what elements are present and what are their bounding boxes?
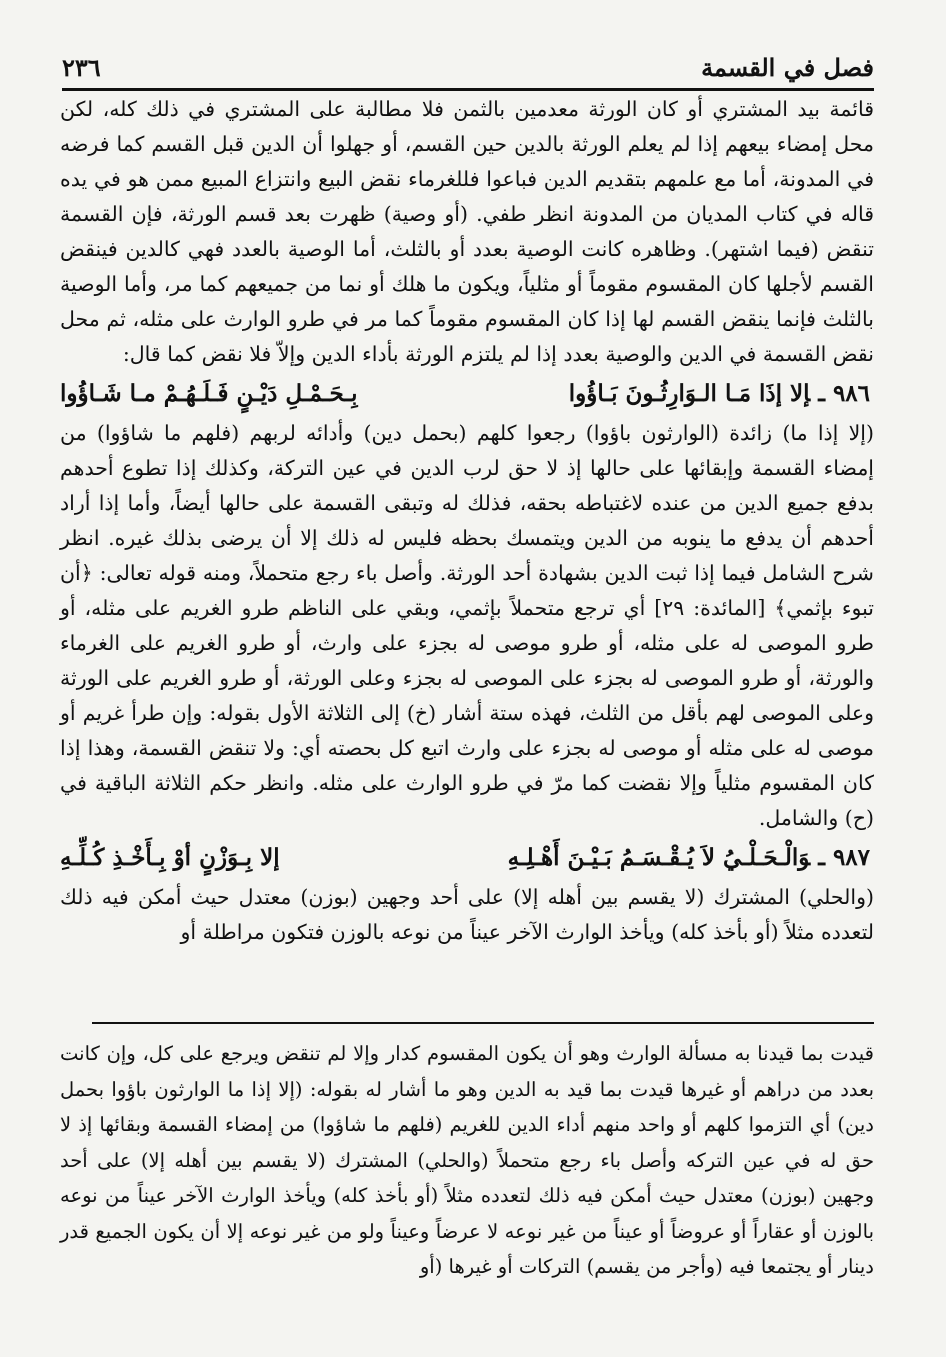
main-text [60, 92, 874, 950]
first-hemistich: وَالْـحَـلْـيُ لاَ يُـقْـسَـمُ بَـيْـنَ أَهْـلِـهِ [507, 844, 811, 871]
second-hemistich: إلا بِـوَزْنٍ أوْ بِـأَخْـذِ كُـلِّـهِ [60, 844, 280, 871]
verse-986-first-line [569, 372, 870, 416]
commentary-987: (والحلي) المشترك (لا يقسم بين أهله إلا) على أحد وجهين (بوزن) معتدل حيث أمكن فيه ذلك لتعدده مثلاً (أو بأخذ كله) ويأخذ الوارث الآخر عيناً من نوعه بالوزن فتكون مراطلة أو [60, 885, 874, 944]
verse-987 [60, 836, 874, 880]
verse-number: ٩٨٦ ـ [818, 380, 870, 407]
chapter-title: فصل في القسمة [701, 53, 874, 82]
commentary-986: (إلا إذا ما) زائدة (الوارثون باؤوا) رجعوا كلهم (بحمل دين) وأدائه لربهم (فلهم ما شاؤوا) من إمضاء القسمة وإبقائها على حالها إذ لا حق لرب الدين في عين التركة، وكذلك إذا تطوع أحدهم بدفع جميع الدين من عنده لاغتباطه بحقه، فذلك له وتبقى القسمة على حالها أيضاً، وأما إذا أراد أحدهم أن يدفع ما ينوبه من الدين ويتمسك بحظه فليس له ذلك إلا أن يرضى بذلك غيره. انظر شرح الشامل فيما إذا ثبت الدين بشهادة أحد الورثة. وأصل باء رجع متحملاً، ومنه قوله تعالى: ﴿أن تبوء بإثمي﴾ [المائدة: ٢٩] أي ترجع متحملاً بإثمي، وبقي على الناظم طرو الغريم على مثله، أو طرو الموصى له على مثله، أو طرو موصى له بجزء على وارث، أو طرو الغريم على الغرماء والورثة، أو طرو الموصى له بجزء على الموصى له بجزء وعلى الورثة، أو طرو الغريم على الورثة وعلى الموصى لهم بأقل من الثلث، فهذه ستة أشار (خ) إلى الثلاثة الأول بقوله: وإن طرأ غريم أو موصى له على مثله أو موصى له بجزء على وارث اتبع كل بحصته أي: ولا تنقض القسمة، وهذا إذا كان المقسوم مثلياً وإلا نقضت كما مرّ في طرو الوارث على مثله. وانظر حكم الثلاثة الباقية في (ح) والشامل. [60, 421, 874, 830]
footnote-separator [92, 1022, 874, 1024]
page-number: ٢٣٦ [62, 53, 101, 82]
verse-986 [60, 372, 874, 416]
verse-987-first-line [508, 836, 870, 880]
second-hemistich: بِـحَـمْـلِ دَيْـنٍ فَـلَـهُـمْ مـا شَـاؤُوا [60, 380, 358, 407]
intro-paragraph: قائمة بيد المشتري أو كان الورثة معدمين بالثمن فلا مطالبة على المشتري في ذلك كله، لكن محل إمضاء بيعهم إذا لم يعلم الورثة بالدين حين القسم، أو جهلوا أن الدين قبل القسم كما فرضه في المدونة، أما مع علمهم بتقديم الدين فباعوا فللغرماء نقض البيع وانتزاع المبيع ممن هو في يده قاله في كتاب المديان من المدونة انظر طفي. (أو وصية) ظهرت بعد قسم الورثة، فإن القسمة تنقض (فيما اشتهر). وظاهره كانت الوصية بعدد أو بالثلث، أما الوصية بالعدد فهي كالدين فينقض القسم لأجلها كان المقسوم مقوماً أو مثلياً، ويكون ما هلك أو نما من جميعهم كما مر، وأما الوصية بالثلث فإنما ينقض القسم لها إذا كان المقسوم مقوماً كما مر في طرو الوارث على مثله، ثم محل نقض القسمة في الدين والوصية بعدد إذا لم يلتزم الورثة بأداء الدين وإلاّ فلا نقض كما قال: [60, 97, 874, 366]
page-header [62, 38, 874, 91]
verse-number: ٩٨٧ ـ [818, 844, 870, 871]
footnote-text: قيدت بما قيدنا به مسألة الوارث وهو أن يكون المقسوم كدار وإلا لم تنقض ويرجع على كل، وإن كانت بعدد من دراهم أو غيرها قيدت بما قيد به الدين وهو ما أشار له بقوله: (إلا إذا ما الوارثون باؤوا بحمل دين) أي التزموا كلهم أو واحد منهم أداء الدين للغريم (فلهم ما شاؤوا) من إمضاء القسمة وبقائها إذ لا حق له في عين التركه وأصل باء رجع متحملاً (والحلي) المشترك (لا يقسم بين أهله إلا) على أحد وجهين (بوزن) معتدل حيث أمكن فيه ذلك لتعدده مثلاً (أو بأخذ كله) ويأخذ الوارث الآخر عيناً من نوعه بالوزن أو عقاراً أو عروضاً أو عيناً من غير نوعه لا عرضاً وعيناً ولو من غير نوعه إلا أن يكون الجميع قدر دينار أو يجتمعا فيه (وأجر من يقسم) التركات أو غيرها (أو [60, 1042, 874, 1278]
first-hemistich: إلا إذَا مَـا الـوَارِثُـونَ بَـاؤُوا [568, 380, 811, 407]
